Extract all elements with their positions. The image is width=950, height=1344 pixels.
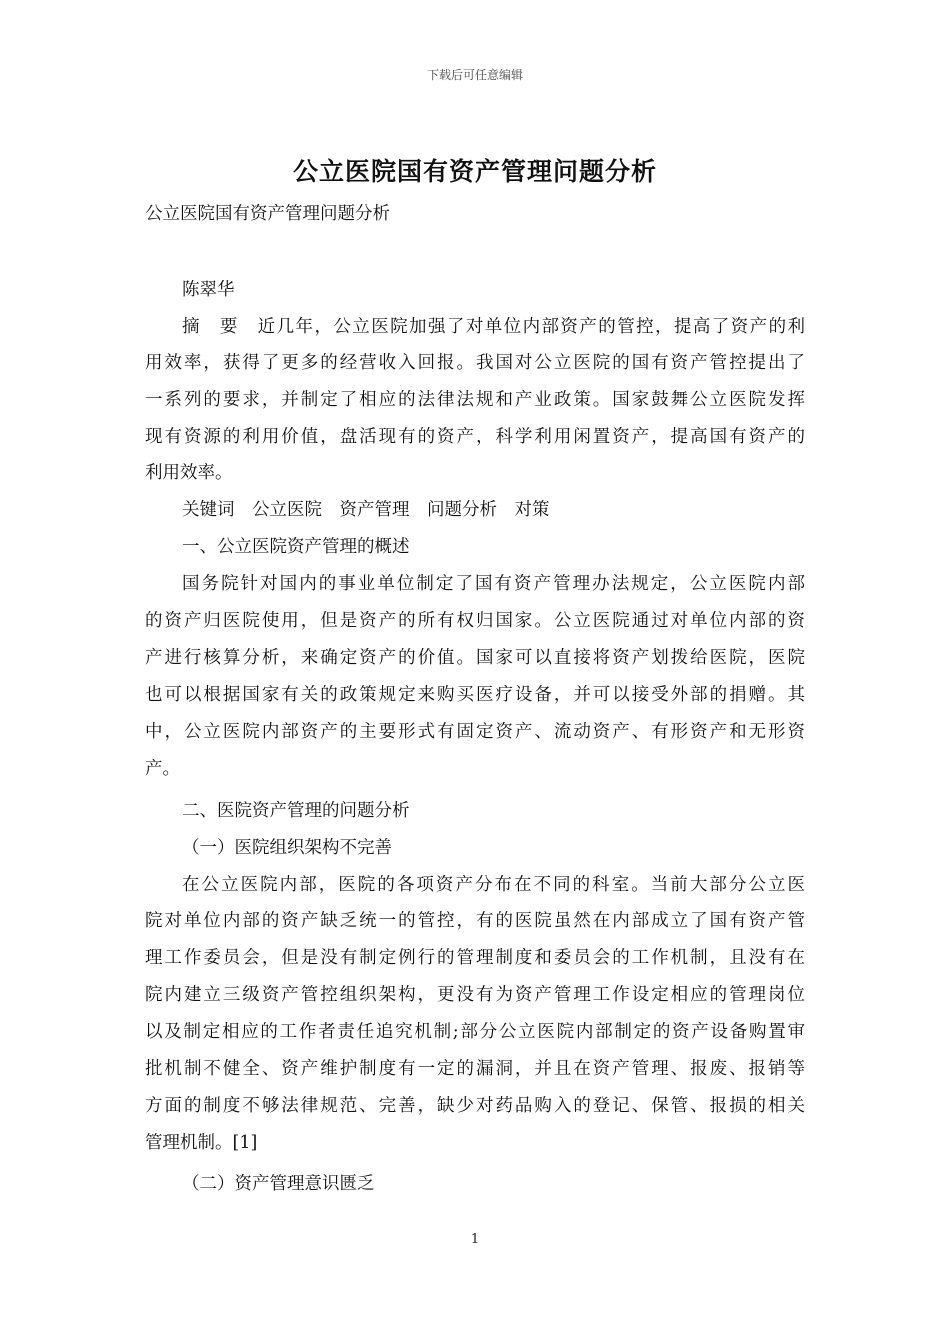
page-number: 1 — [470, 1232, 480, 1247]
abstract-line: 一系列的要求，并制定了相应的法律法规和产业政策。国家鼓舞公立医院发挥 — [145, 390, 805, 410]
section-heading: 二、医院资产管理的问题分析 — [182, 801, 410, 821]
subsection-heading: （一）医院组织架构不完善 — [182, 838, 392, 858]
abstract-line: 利用效率。 — [145, 463, 233, 483]
paragraph-line: 也可以根据国家有关的政策规定来购买医疗设备，并可以接受外部的捐赠。其 — [145, 685, 805, 705]
paragraph-line: 院内建立三级资产管控组织架构，更没有为资产管理工作设定相应的管理岗位 — [145, 985, 805, 1005]
abstract-line: 用效率，获得了更多的经营收入回报。我国对公立医院的国有资产管控提出了 — [145, 353, 805, 373]
document-title: 公立医院国有资产管理问题分析 — [292, 157, 657, 186]
paragraph-line: 院对单位内部的资产缺乏统一的管控，有的医院虽然在内部成立了国有资产管 — [145, 911, 805, 931]
document-subtitle: 公立医院国有资产管理问题分析 — [145, 204, 390, 224]
paragraph-line: 中，公立医院内部资产的主要形式有固定资产、流动资产、有形资产和无形资 — [145, 722, 805, 742]
paragraph-line: 在公立医院内部，医院的各项资产分布在不同的科室。当前大部分公立医 — [182, 875, 805, 895]
paragraph-line: 理工作委员会，但是没有制定例行的管理制度和委员会的工作机制，且没有在 — [145, 948, 805, 968]
paragraph-line: 的资产归医院使用，但是资产的所有权归国家。公立医院通过对单位内部的资 — [145, 611, 805, 631]
abstract-line: 现有资源的利用价值，盘活现有的资产，科学利用闲置资产，提高国有资产的 — [145, 427, 805, 447]
section-heading: 一、公立医院资产管理的概述 — [182, 537, 410, 557]
paragraph-line: 批机制不健全、资产维护制度有一定的漏洞，并且在资产管理、报废、报销等 — [145, 1059, 805, 1079]
paragraph-line: 产。 — [145, 759, 180, 779]
paragraph-line: 产进行核算分析，来确定资产的价值。国家可以直接将资产划拨给医院，医院 — [145, 648, 805, 668]
paragraph-line: 以及制定相应的工作者责任追究机制;部分公立医院内部制定的资产设备购置审 — [145, 1022, 805, 1042]
paragraph-line: 管理机制。[1] — [145, 1133, 258, 1153]
abstract-line: 摘 要 近几年，公立医院加强了对单位内部资产的管控，提高了资产的利 — [182, 317, 805, 337]
keywords: 关键词 公立医院 资产管理 问题分析 对策 — [182, 500, 550, 520]
header-note: 下载后可任意编辑 — [426, 68, 523, 82]
author-name: 陈翠华 — [182, 280, 235, 300]
paragraph-line: 国务院针对国内的事业单位制定了国有资产管理办法规定，公立医院内部 — [182, 574, 805, 594]
paragraph-line: 方面的制度不够法律规范、完善，缺少对药品购入的登记、保管、报损的相关 — [145, 1096, 805, 1116]
subsection-heading: （二）资产管理意识匮乏 — [182, 1174, 375, 1194]
